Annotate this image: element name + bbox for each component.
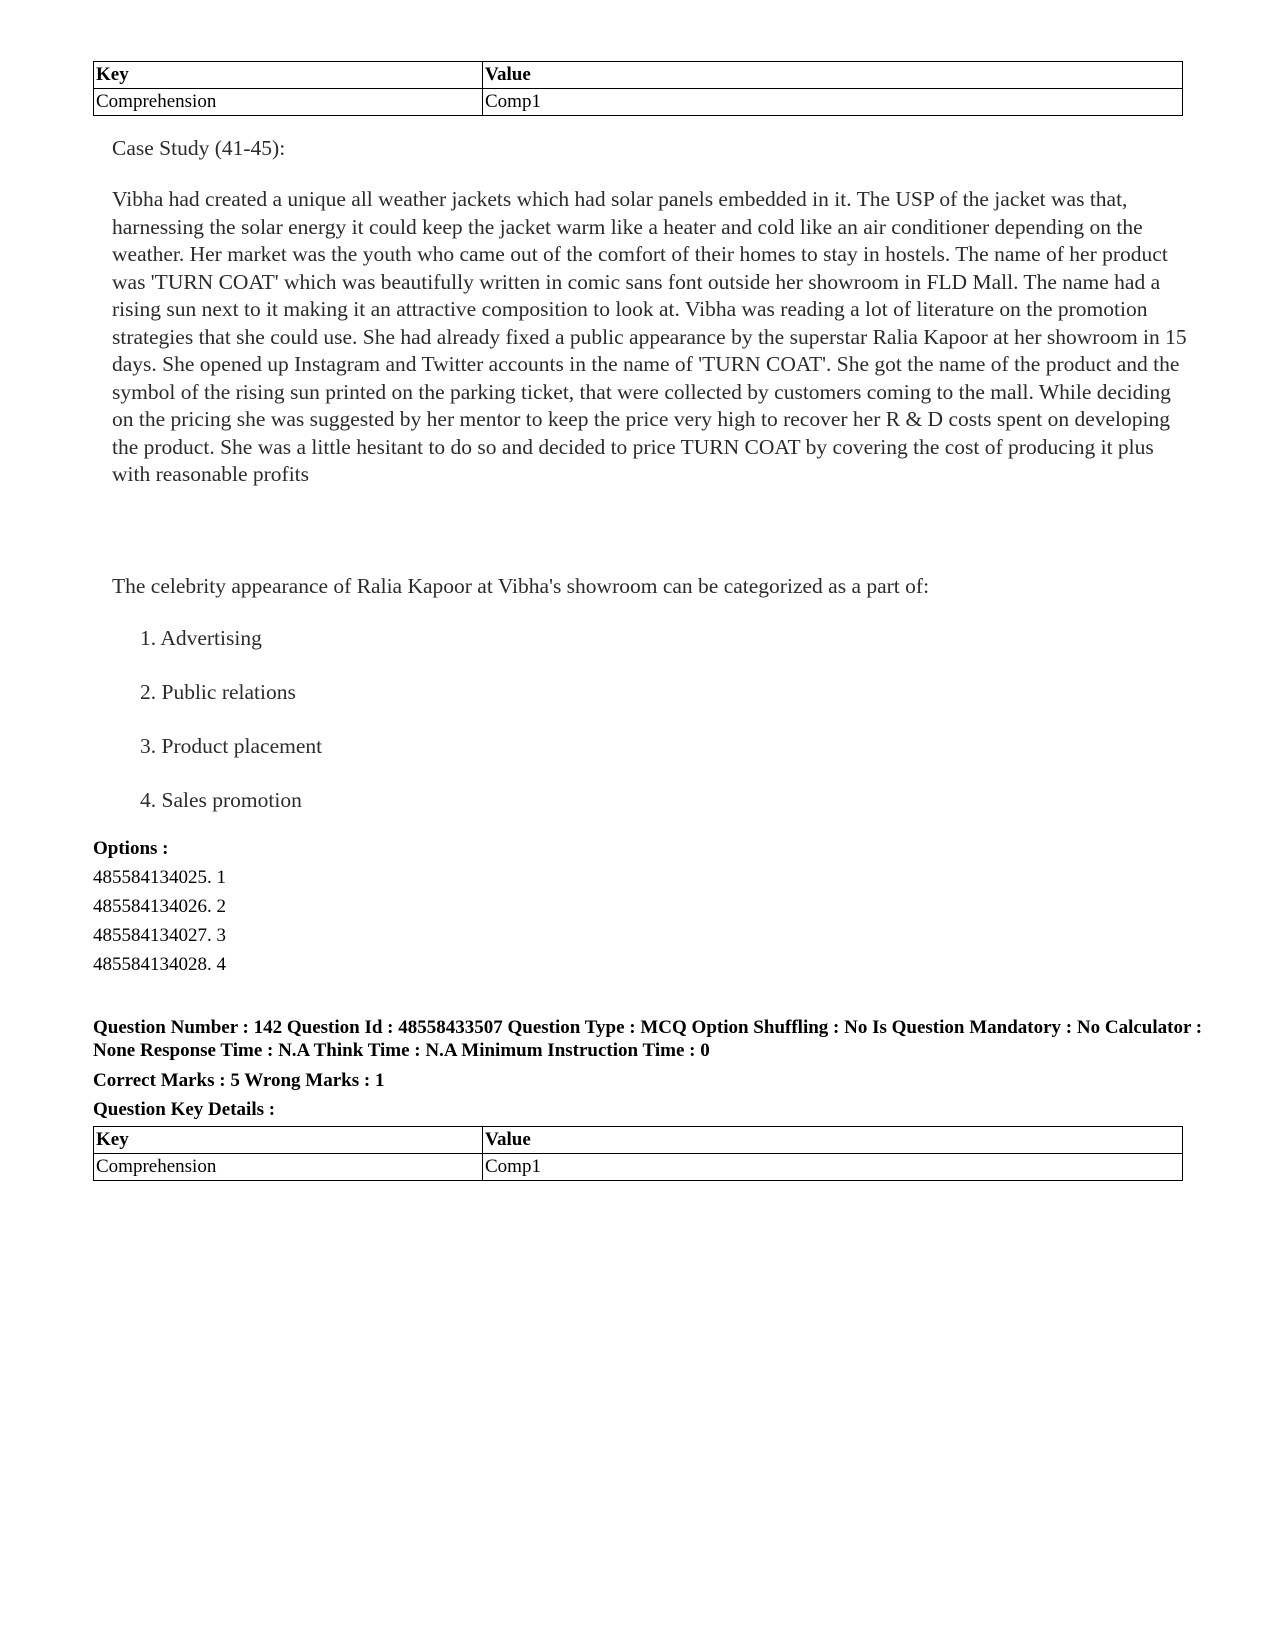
option-id-list <box>93 863 226 979</box>
option-id-item: 485584134027. 3 <box>93 925 226 946</box>
key-header: Key <box>94 1127 483 1154</box>
question-key-table-bottom <box>93 1126 1183 1181</box>
key-cell: Comprehension <box>94 1154 483 1181</box>
option-id-item: 485584134025. 1 <box>93 867 226 888</box>
answer-choice: 1. Advertising <box>140 626 262 650</box>
answer-choice: 2. Public relations <box>140 680 296 704</box>
answer-choice-list <box>140 626 322 842</box>
value-header: Value <box>483 62 1183 89</box>
answer-choice: 3. Product placement <box>140 734 323 758</box>
value-header: Value <box>483 1127 1183 1154</box>
question-key-table-top <box>93 61 1183 116</box>
table-row <box>94 89 1183 116</box>
option-id-item: 485584134028. 4 <box>93 954 226 975</box>
case-study-title: Case Study (41-45): <box>112 136 286 160</box>
key-cell: Comprehension <box>94 89 483 116</box>
answer-choice: 4. Sales promotion <box>140 788 302 812</box>
table-header-row <box>94 62 1183 89</box>
options-label: Options : <box>93 838 169 859</box>
question-text: The celebrity appearance of Ralia Kapoor at Vibha's showroom can be categorized as a part of: <box>112 574 930 598</box>
value-cell: Comp1 <box>483 1154 1183 1181</box>
table-row <box>94 1154 1183 1181</box>
table-header-row <box>94 1127 1183 1154</box>
key-header: Key <box>94 62 483 89</box>
option-id-item: 485584134026. 2 <box>93 896 226 917</box>
marks-info: Correct Marks : 5 Wrong Marks : 1 <box>93 1070 385 1091</box>
question-metadata: Question Number : 142 Question Id : 48558433507 Question Type : MCQ Option Shuffling : No Is Question Mandatory : No Calculator : None Response Time : N.A Think Time : N.A Minimum Instruction Time : 0 <box>93 1017 1203 1061</box>
case-study-body: Vibha had created a unique all weather jackets which had solar panels embedded in it. The USP of the jacket was that, harnessing the solar energy it could keep the jacket warm like a heater and cold like an air conditioner depending on the weather. Her market was the youth who came out of the comfort of their homes to stay in hostels. The name of her product was 'TURN COAT' which was beautifully written in comic sans font outside her showroom in FLD Mall. The name had a rising sun next to it making it an attractive composition to look at. Vibha was reading a lot of literature on the promotion strategies that she could use. She had already fixed a public appearance by the superstar Ralia Kapoor at her showroom in 15 days. She opened up Instagram and Twitter accounts in the name of 'TURN COAT'. She got the name of the product and the symbol of the rising sun printed on the parking ticket, that were collected by customers coming to the mall. While deciding on the pricing she was suggested by her mentor to keep the price very high to recover her R & D costs spent on developing the product. She was a little hesitant to do so and decided to price TURN COAT by covering the cost of producing it plus with reasonable profits <box>112 187 1187 486</box>
value-cell: Comp1 <box>483 89 1183 116</box>
key-details-label: Question Key Details : <box>93 1099 276 1120</box>
